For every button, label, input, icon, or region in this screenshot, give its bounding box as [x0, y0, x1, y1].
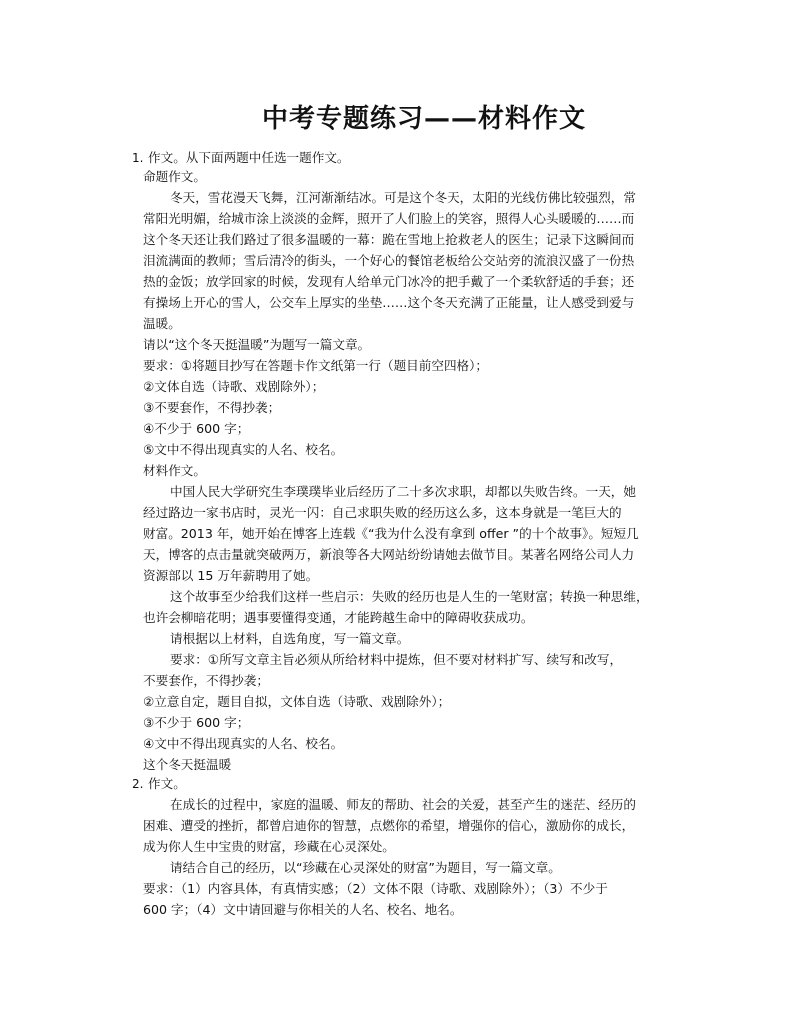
question-2-para-line: 成为你人生中宝贵的财富，珍藏在心灵深处。: [143, 839, 395, 854]
option-b-prompt: 请根据以上材料，自选角度，写一篇文章。: [170, 631, 410, 646]
option-b-requirement: 要求：①所写文章主旨必须从所给材料中提炼，但不要对材料扩写、续写和改写，: [170, 652, 623, 667]
answer-text: 这个冬天挺温暖: [143, 757, 232, 772]
option-a-para-line: 有操场上开心的雪人，公交车上厚实的坐垫……这个冬天充满了正能量，让人感受到爱与: [143, 295, 635, 310]
option-b-label: 材料作文。: [143, 463, 206, 478]
question-1-number: 1.: [132, 151, 144, 165]
option-b-para-line: 天，博客的点击量就突破两万，新浪等各大网站纷纷请她去做节目。某著名网络公司人力: [143, 547, 635, 562]
option-b-para-line: 经过路边一家书店时，灵光一闪：自己求职失败的经历这么多，这本身就是一笔巨大的: [143, 505, 622, 520]
option-b-para-line: 中国人民大学研究生李璞璞毕业后经历了二十多次求职，却都以失败告终。一天，她: [170, 484, 636, 499]
question-2-number: 2.: [132, 777, 144, 791]
option-b-para-line: 这个故事至少给我们这样一些启示：失败的经历也是人生的一笔财富；转换一种思维，: [170, 589, 649, 604]
option-a-requirement: ②文体自选（诗歌、戏剧除外）；: [143, 379, 325, 394]
option-b-requirement: ④文中不得出现真实的人名、校名。: [143, 736, 344, 751]
option-a-para-line: 常阳光明媚，给城市涂上淡淡的金辉，照开了人们脸上的笑容，照得人心头暖暖的……而: [143, 211, 635, 226]
option-b-para-line: 资源部以 15 万年薪聘用了她。: [143, 568, 319, 583]
option-b-para-line: 也许会柳暗花明；遇事要懂得变通，才能跨越生命中的障碍收获成功。: [143, 610, 534, 625]
question-2-requirement: 要求：（1）内容具体，有真情实感；（2）文体不限（诗歌、戏剧除外）；（3）不少于: [143, 881, 608, 896]
option-a-requirement: ⑤文中不得出现真实的人名、校名。: [143, 442, 344, 457]
question-1-heading: 作文。从下面两题中任选一题作文。: [148, 150, 350, 165]
question-2-heading: 作文。: [148, 776, 186, 791]
option-a-requirement: 要求：①将题目抄写在答题卡作文纸第一行（题目前空四格）；: [143, 358, 489, 373]
option-a-requirement: ③不要套作，不得抄袭；: [143, 400, 281, 415]
option-a-para-line: 冬天，雪花漫天飞舞，江河渐渐结冰。可是这个冬天，太阳的光线仿佛比较强烈，常: [170, 190, 636, 205]
option-b-requirement: 不要套作，不得抄袭；: [143, 673, 269, 688]
option-a-para-line: 这个冬天还让我们路过了很多温暖的一幕：跪在雪地上抢救老人的医生；记录下这瞬间而: [143, 232, 635, 247]
option-b-requirement: ③不少于 600 字；: [143, 715, 250, 730]
question-2-prompt: 请结合自己的经历，以“珍藏在心灵深处的财富”为题目，写一篇文章。: [170, 860, 561, 875]
option-b-para-line: 财富。2013 年，她开始在博客上连载《“我为什么没有拿到 offer ”的十个故事》。短短几: [143, 526, 639, 541]
option-b-requirement: ②立意自定，题目自拟，文体自选（诗歌、戏剧除外）；: [143, 694, 451, 709]
page-title: 中考专题练习——材料作文: [262, 104, 587, 134]
question-2-requirement: 600 字；（4）文中请回避与你相关的人名、校名、地名。: [143, 902, 463, 917]
option-a-para-line: 温暖。: [143, 316, 181, 331]
option-a-label: 命题作文。: [143, 169, 206, 184]
option-a-requirement: ④不少于 600 字；: [143, 421, 250, 436]
question-2-para-line: 在成长的过程中，家庭的温暖、师友的帮助、社会的关爱，甚至产生的迷茫、经历的: [170, 797, 636, 812]
option-a-prompt: 请以“这个冬天挺温暖”为题写一篇文章。: [143, 337, 371, 352]
option-a-para-line: 泪流满面的教师；雪后清冷的街头，一个好心的餐馆老板给公交站旁的流浪汉盛了一份热: [143, 253, 635, 268]
option-a-para-line: 热的金饭；放学回家的时候，发现有人给单元门冰冷的把手戴了一个柔软舒适的手套；还: [143, 274, 635, 289]
question-2-para-line: 困难、遭受的挫折，都曾启迪你的智慧，点燃你的希望，增强你的信心，激励你的成长，: [143, 818, 635, 833]
